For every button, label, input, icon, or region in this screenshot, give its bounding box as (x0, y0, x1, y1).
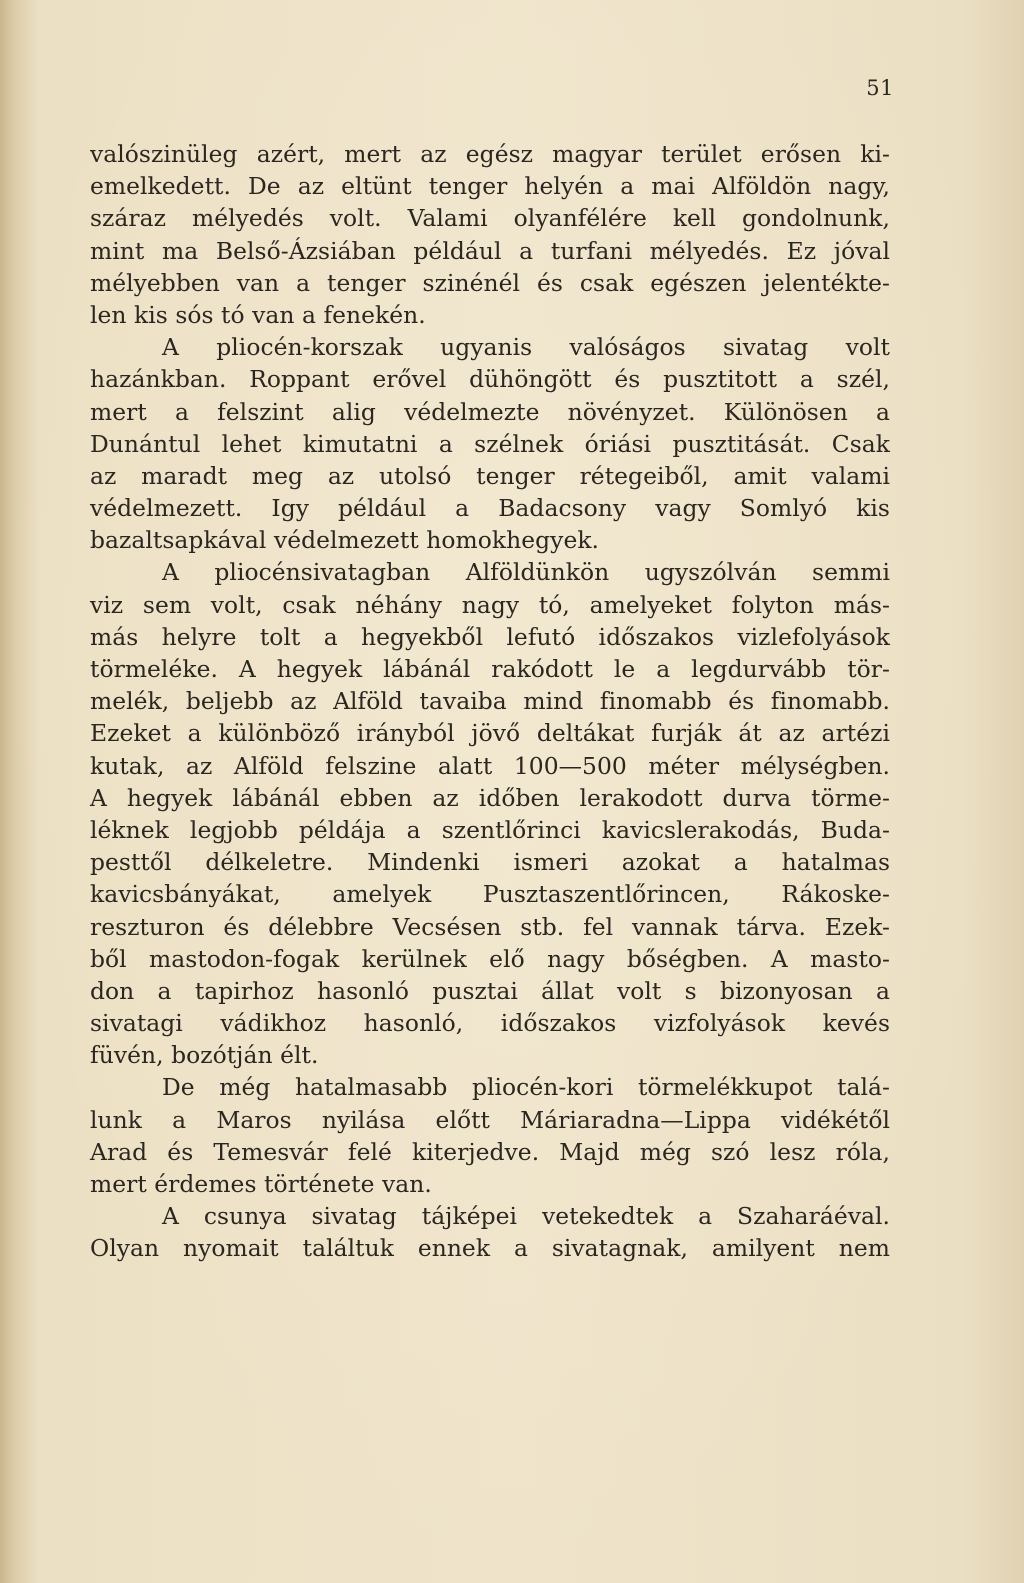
text-line: védelmezett. Igy például a Badacsony vagy Somlyó kis (90, 494, 890, 523)
text-line: lunk a Maros nyilása előtt Máriaradna—Lippa vidékétől (90, 1105, 890, 1134)
text-line: Olyan nyomait találtuk ennek a sivatagnak, amilyent nem (90, 1234, 890, 1263)
text-line: A csunya sivatag tájképei vetekedtek a Szaharáéval. (162, 1202, 890, 1231)
text-line: kutak, az Alföld felszine alatt 100—500 méter mélységben. (90, 751, 890, 780)
text-line: len kis sós tó van a fenekén. (90, 300, 426, 329)
text-line: hazánkban. Roppant erővel dühöngött és pusztitott a szél, (90, 365, 890, 394)
text-line: más helyre tolt a hegyekből lefutó időszakos vizlefolyások (90, 622, 890, 651)
text-line: kavicsbányákat, amelyek Pusztaszentlőrincen, Rákoske- (90, 880, 890, 909)
text-line: pesttől délkeletre. Mindenki ismeri azokat a hatalmas (90, 848, 890, 877)
text-line: mert érdemes története van. (90, 1170, 432, 1198)
text-line: Ezeket a különböző irányból jövő deltákat furják át az artézi (90, 719, 890, 748)
text-line: emelkedett. De az eltünt tenger helyén a mai Alföldön nagy, (90, 172, 890, 201)
text-line: az maradt meg az utolsó tenger rétegeiből, amit valami (90, 461, 890, 490)
body-text (90, 138, 890, 1265)
text-line: A hegyek lábánál ebben az időben lerakodott durva törme- (90, 783, 890, 812)
text-line: Arad és Temesvár felé kiterjedve. Majd még szó lesz róla, (90, 1137, 890, 1166)
text-line: mert a felszint alig védelmezte növényzet. Különösen a (90, 397, 890, 426)
text-line: mélyebben van a tenger szinénél és csak egészen jelentékte- (90, 268, 890, 297)
text-line: melék, beljebb az Alföld tavaiba mind finomabb és finomabb. (90, 687, 890, 716)
text-line: sivatagi vádikhoz hasonló, időszakos vizfolyások kevés (90, 1009, 890, 1038)
text-line: Dunántul lehet kimutatni a szélnek óriási pusztitását. Csak (90, 429, 890, 458)
text-line: száraz mélyedés volt. Valami olyanfélére kell gondolnunk, (90, 204, 890, 233)
text-line: De még hatalmasabb pliocén-kori törmelékkupot talá- (162, 1073, 890, 1102)
page-number: 51 (866, 76, 894, 100)
text-line: bazaltsapkával védelmezett homokhegyek. (90, 526, 600, 555)
text-line: A pliocénsivatagban Alföldünkön ugyszólván semmi (162, 558, 890, 587)
text-line: ből mastodon-fogak kerülnek elő nagy bőségben. A masto- (90, 944, 890, 973)
text-line: A pliocén-korszak ugyanis valóságos sivatag volt (162, 333, 890, 362)
text-line: léknek legjobb példája a szentlőrinci kavicslerakodás, Buda- (90, 815, 890, 844)
text-line: valószinüleg azért, mert az egész magyar terület erősen ki- (90, 140, 890, 168)
text-line: füvén, bozótján élt. (90, 1041, 319, 1070)
text-line: don a tapirhoz hasonló pusztai állat volt s bizonyosan a (90, 976, 890, 1005)
text-line: reszturon és délebbre Vecsésen stb. fel vannak tárva. Ezek- (90, 912, 890, 941)
text-line: törmeléke. A hegyek lábánál rakódott le a legdurvább tör- (90, 655, 890, 683)
text-line: mint ma Belső-Ázsiában például a turfani mélyedés. Ez jóval (90, 236, 890, 265)
text-line: viz sem volt, csak néhány nagy tó, amelyeket folyton más- (90, 590, 890, 619)
